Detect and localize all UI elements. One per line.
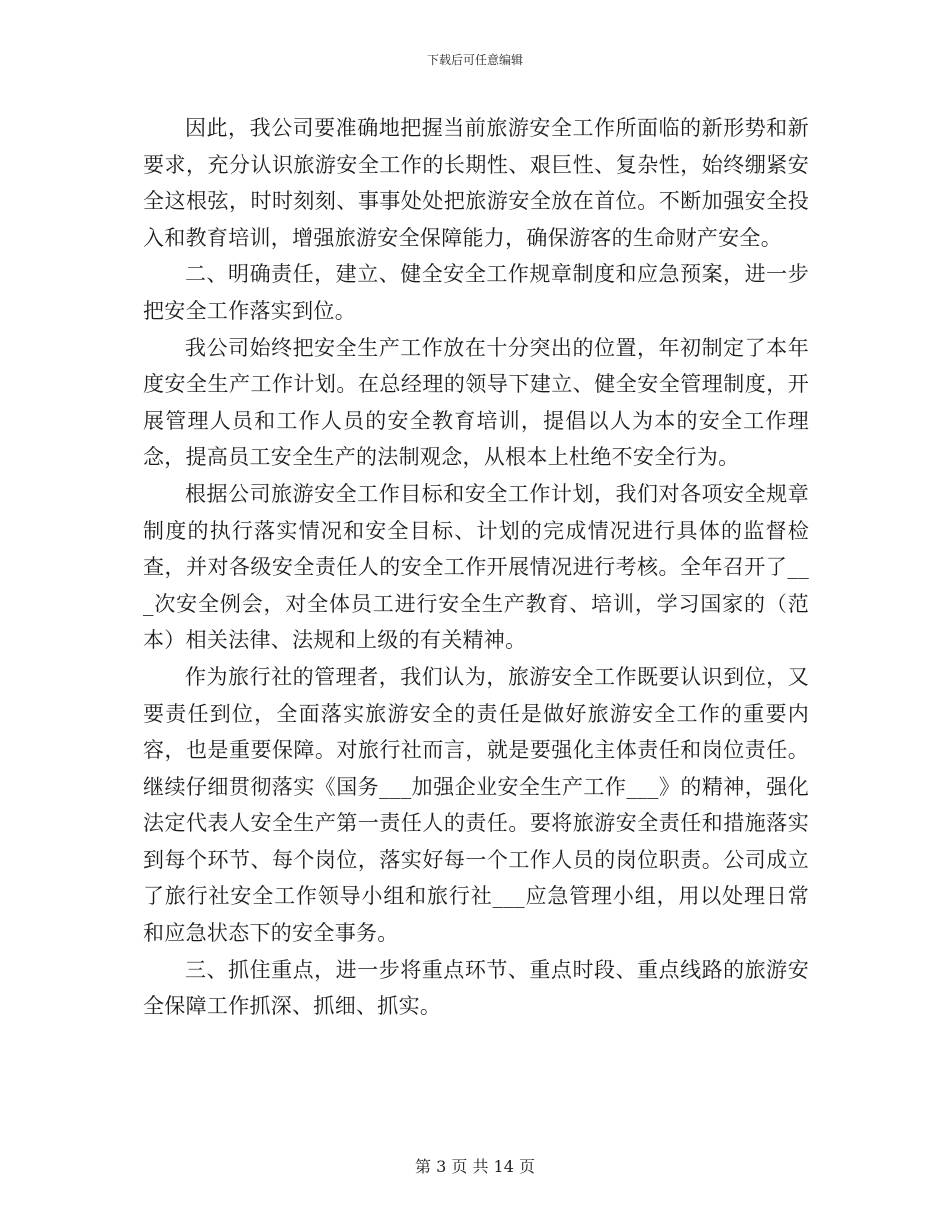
- document-body: [143, 110, 809, 1025]
- page-header: 下载后可任意编辑: [426, 53, 523, 67]
- paragraph-conclusion: 因此，我公司要准确地把握当前旅游安全工作所面临的新形势和新要求，充分认识旅游安全工作的长期性、艰巨性、复杂性，始终绷紧安全这根弦，时时刻刻、事事处处把旅游安全放在首位。不断加强安全投入和教育培训，增强旅游安全保障能力，确保游客的生命财产安全。: [143, 116, 809, 250]
- paragraph-responsibility: 作为旅行社的管理者，我们认为，旅游安全工作既要认识到位，又要责任到位，全面落实旅游安全的责任是做好旅游安全工作的重要内容，也是重要保障。对旅行社而言，就是要强化主体责任和岗位责任。继续仔细贯彻落实《国务___加强企业安全生产工作___》的精神，强化法定代表人安全生产第一责任人的责任。要将旅游安全责任和措施落实到每个环节、每个岗位，落实好每一个工作人员的岗位职责。公司成立了旅行社安全工作领导小组和旅行社___应急管理小组，用以处理日常和应急状态下的安全事务。: [143, 664, 809, 946]
- paragraph-safety-plan: 我公司始终把安全生产工作放在十分突出的位置，年初制定了本年度安全生产工作计划。在总经理的领导下建立、健全安全管理制度，开展管理人员和工作人员的安全教育培训，提倡以人为本的安全工作理念，提高员工安全生产的法制观念，从根本上杜绝不安全行为。: [143, 335, 809, 470]
- section-heading-three: 三、抓住重点，进一步将重点环节、重点时段、重点线路的旅游安全保障工作抓深、抓细、抓实。: [143, 957, 809, 1019]
- page-footer: 第 3 页 共 14 页: [415, 1157, 535, 1176]
- paragraph-inspection: 根据公司旅游安全工作目标和安全工作计划，我们对各项安全规章制度的执行落实情况和安全目标、计划的完成情况进行具体的监督检查，并对各级安全责任人的安全工作开展情况进行考核。全年召开了___次安全例会，对全体员工进行安全生产教育、培训，学习国家的（范本）相关法律、法规和上级的有关精神。: [143, 481, 809, 653]
- section-heading-two: 二、明确责任，建立、健全安全工作规章制度和应急预案，进一步把安全工作落实到位。: [143, 262, 809, 323]
